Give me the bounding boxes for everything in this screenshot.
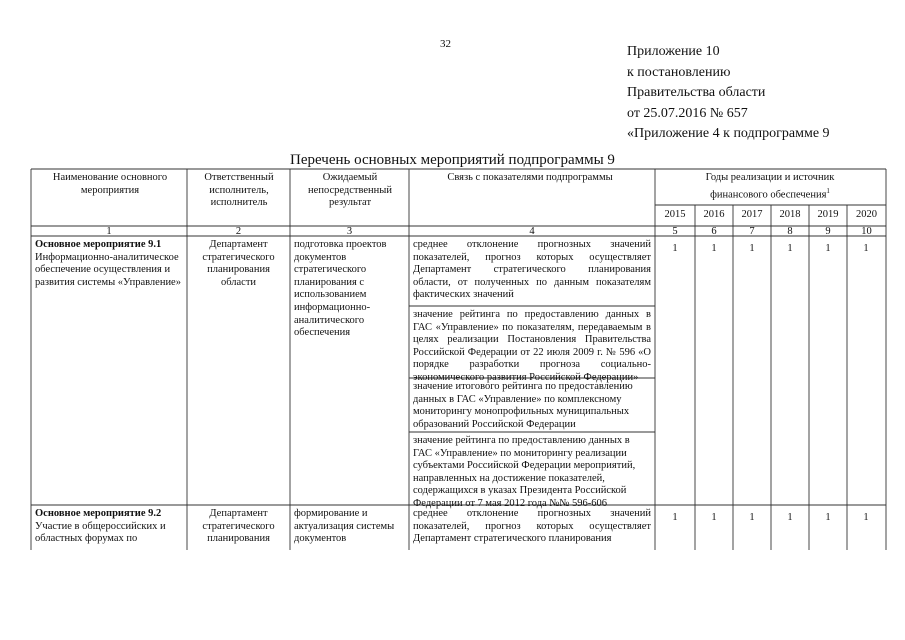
page-number: 32 (440, 38, 451, 50)
year-header: 2020 (856, 209, 877, 220)
year-value: 1 (749, 512, 755, 523)
indicator-cell: среднее отклонение прогнозных значений показателей, прогноз которых осуществляет Департамент стратегического планирования (413, 508, 651, 545)
header-line: «Приложение 4 к подпрограмме 9 (627, 126, 830, 141)
column-number: 1 (106, 226, 112, 237)
column-number: 3 (346, 226, 353, 237)
year-header: 2017 (741, 209, 763, 220)
activity-name: Информационно-аналитическое обеспечение осуществления и развития системы «Управление» (35, 251, 181, 288)
year-value: 1 (863, 243, 869, 254)
year-value: 1 (787, 243, 793, 254)
header-line: к постановлению (627, 64, 731, 80)
header-line: Правительства области (627, 85, 766, 100)
column-number: 10 (861, 226, 872, 237)
year-value: 1 (825, 512, 831, 523)
year-value: 1 (672, 512, 678, 523)
header-line: Приложение 10 (627, 44, 720, 59)
years-group-label: Годы реализации и источник финансового обеспечения (705, 172, 835, 201)
indicator-cell: значение итогового рейтинга по предоставлению данных в ГАС «Управление» по комплексному мониторингу монопрофильных муниципальных образований Российской Федерации (413, 381, 633, 430)
year-value: 1 (825, 243, 831, 254)
appendix-header (627, 42, 830, 145)
activity-title: Основное мероприятие 9.2 (35, 508, 162, 519)
year-value: 1 (711, 512, 717, 523)
executor-cell: Департамент стратегического планирования области (202, 239, 275, 288)
result-cell: подготовка проектов документов стратегического планирования с использованием информационно-аналитического обеспечения (294, 239, 387, 339)
column-number: 8 (787, 226, 793, 237)
table-row (35, 239, 185, 289)
activity-title: Основное мероприятие 9.1 (35, 239, 162, 250)
year-value: 1 (863, 512, 869, 523)
indicator-cell: среднее отклонение прогнозных значений показателей, прогноз которых осуществляет Департамент стратегического планирования области, от полученных по данным показателям фактических значений (413, 239, 651, 301)
column-number: 6 (711, 226, 717, 237)
year-header: 2015 (664, 209, 686, 220)
year-header: 2018 (779, 209, 801, 220)
year-value: 1 (787, 512, 793, 523)
document-title: Перечень основных мероприятий подпрограммы 9 (290, 152, 615, 168)
column-number: 4 (529, 226, 535, 237)
year-header: 2019 (817, 209, 839, 220)
column-number: 5 (672, 226, 678, 237)
column-header-name: Наименование основного мероприятия (52, 172, 168, 196)
column-number: 9 (825, 226, 831, 237)
column-number: 2 (235, 226, 242, 237)
activity-name: Участие в общероссийских и областных форумах по (35, 520, 166, 545)
year-value: 1 (672, 243, 678, 254)
executor-cell: Департамент стратегического планирования (202, 508, 275, 545)
indicator-cell: значение рейтинга по предоставлению данных в ГАС «Управление» по мониторингу реализации субъектами Российской Федерации мероприятий, направленных на достижение показателей, содержащихся в указах Президента Российской Федерации от 7 мая 2012 года №№ 596-606 (413, 435, 636, 509)
column-header-executor: Ответственный исполнитель, исполнитель (204, 172, 274, 209)
column-header-result: Ожидаемый непосредственный результат (308, 172, 392, 209)
year-value: 1 (711, 243, 717, 254)
year-value: 1 (749, 243, 755, 254)
column-header-years (690, 172, 850, 202)
indicator-cell: значение рейтинга по предоставлению данных в ГАС «Управление» по показателям, передаваемым в целях реализации Постановления Правительства Российской Федерации от 22 июля 2009 г. № 596 «О порядке разработки прогноза социально-экономического развития Российской Федерации» (413, 309, 651, 383)
column-number: 7 (749, 226, 755, 237)
table-row (35, 508, 185, 546)
year-header: 2016 (703, 209, 725, 220)
result-cell: формирование и актуализация системы документов (294, 508, 395, 545)
years-footnote: 1 (826, 186, 830, 195)
header-line: от 25.07.2016 № 657 (627, 105, 748, 121)
column-header-indicators: Связь с показателями подпрограммы (447, 172, 613, 183)
